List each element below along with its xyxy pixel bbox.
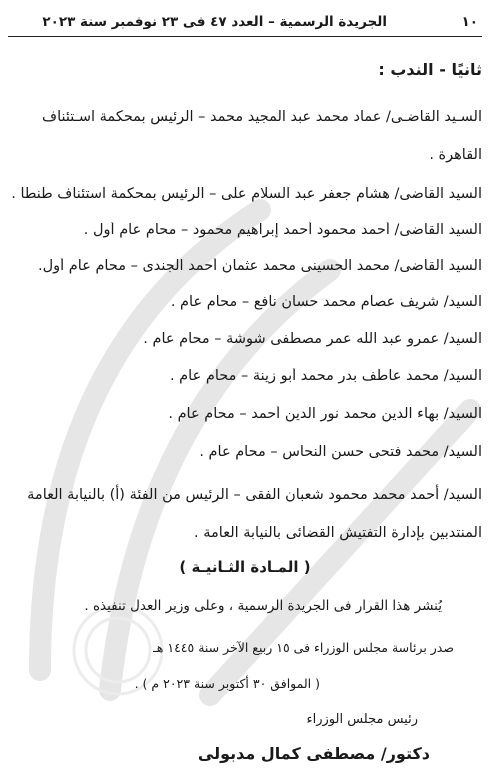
entry-1: السـيد القاضـى/ عماد محمد عبد المجيد محمد – الرئيس بمحكمة اسـتئناف القاهرة . bbox=[42, 109, 482, 163]
gazette-title: الجريدة الرسمية – العدد ٤٧ فى ٢٣ نوفمبر سنة ٢٠٢٣ bbox=[42, 14, 387, 30]
page-number: ١٠ bbox=[461, 14, 478, 30]
entry-6: السيد/ عمرو عبد الله عمر مصطفى شوشة – محامٍ عام . bbox=[143, 331, 482, 347]
publish-line: يُنشر هذا القرار فى الجريدة الرسمية ، وعلى وزير العدل تنفيذه . bbox=[84, 598, 442, 614]
entry-3: السيد القاضى/ أحمد محمود أحمد إبراهيم محمود – محامٍ عام أول . bbox=[83, 222, 482, 238]
entry-8: السيد/ بهاء الدين محمد نور الدين أحمد – محامٍ عام . bbox=[168, 406, 482, 422]
issued-line: صدر برئاسة مجلس الوزراء فى ١٥ ربيع الآخر سنة ١٤٤٥ هـ bbox=[153, 640, 454, 655]
signer-title: رئيس مجلس الوزراء bbox=[306, 712, 418, 727]
entry-4: السيد القاضى/ محمد الحسينى محمد عثمان أحمد الجندى – محامٍ عام أول. bbox=[38, 258, 482, 274]
article-heading: ( المـادة الثـانيـة ) bbox=[179, 558, 311, 576]
entry-7: السيد/ محمد عاطف بدر محمد أبو زينة – محامٍ عام . bbox=[169, 368, 482, 384]
corresponding-line: ( الموافق ٣٠ أكتوبر سنة ٢٠٢٣ م ) . bbox=[134, 676, 320, 691]
entry-10: السيد/ أحمد محمد محمود شعبان الفقى – الرئيس من الفئة (أ) بالنيابة العامة المنتدبين بإدارة التفتيش القضائى بالنيابة العامة . bbox=[27, 487, 482, 541]
signer-name: دكتور/ مصطفى كمال مدبولى bbox=[197, 744, 430, 763]
section-heading: ثانيًا - الندب : bbox=[378, 60, 482, 79]
page-header bbox=[8, 10, 482, 37]
entry-5: السيد/ شريف عصام محمد حسان نافع – محامٍ عام . bbox=[170, 294, 482, 310]
entry-2: السيد القاضى/ هشام جعفر عبد السلام على – الرئيس بمحكمة استئناف طنطا . bbox=[11, 186, 482, 202]
entry-9: السيد/ محمد فتحى حسن النحاس – محامٍ عام . bbox=[199, 444, 482, 460]
